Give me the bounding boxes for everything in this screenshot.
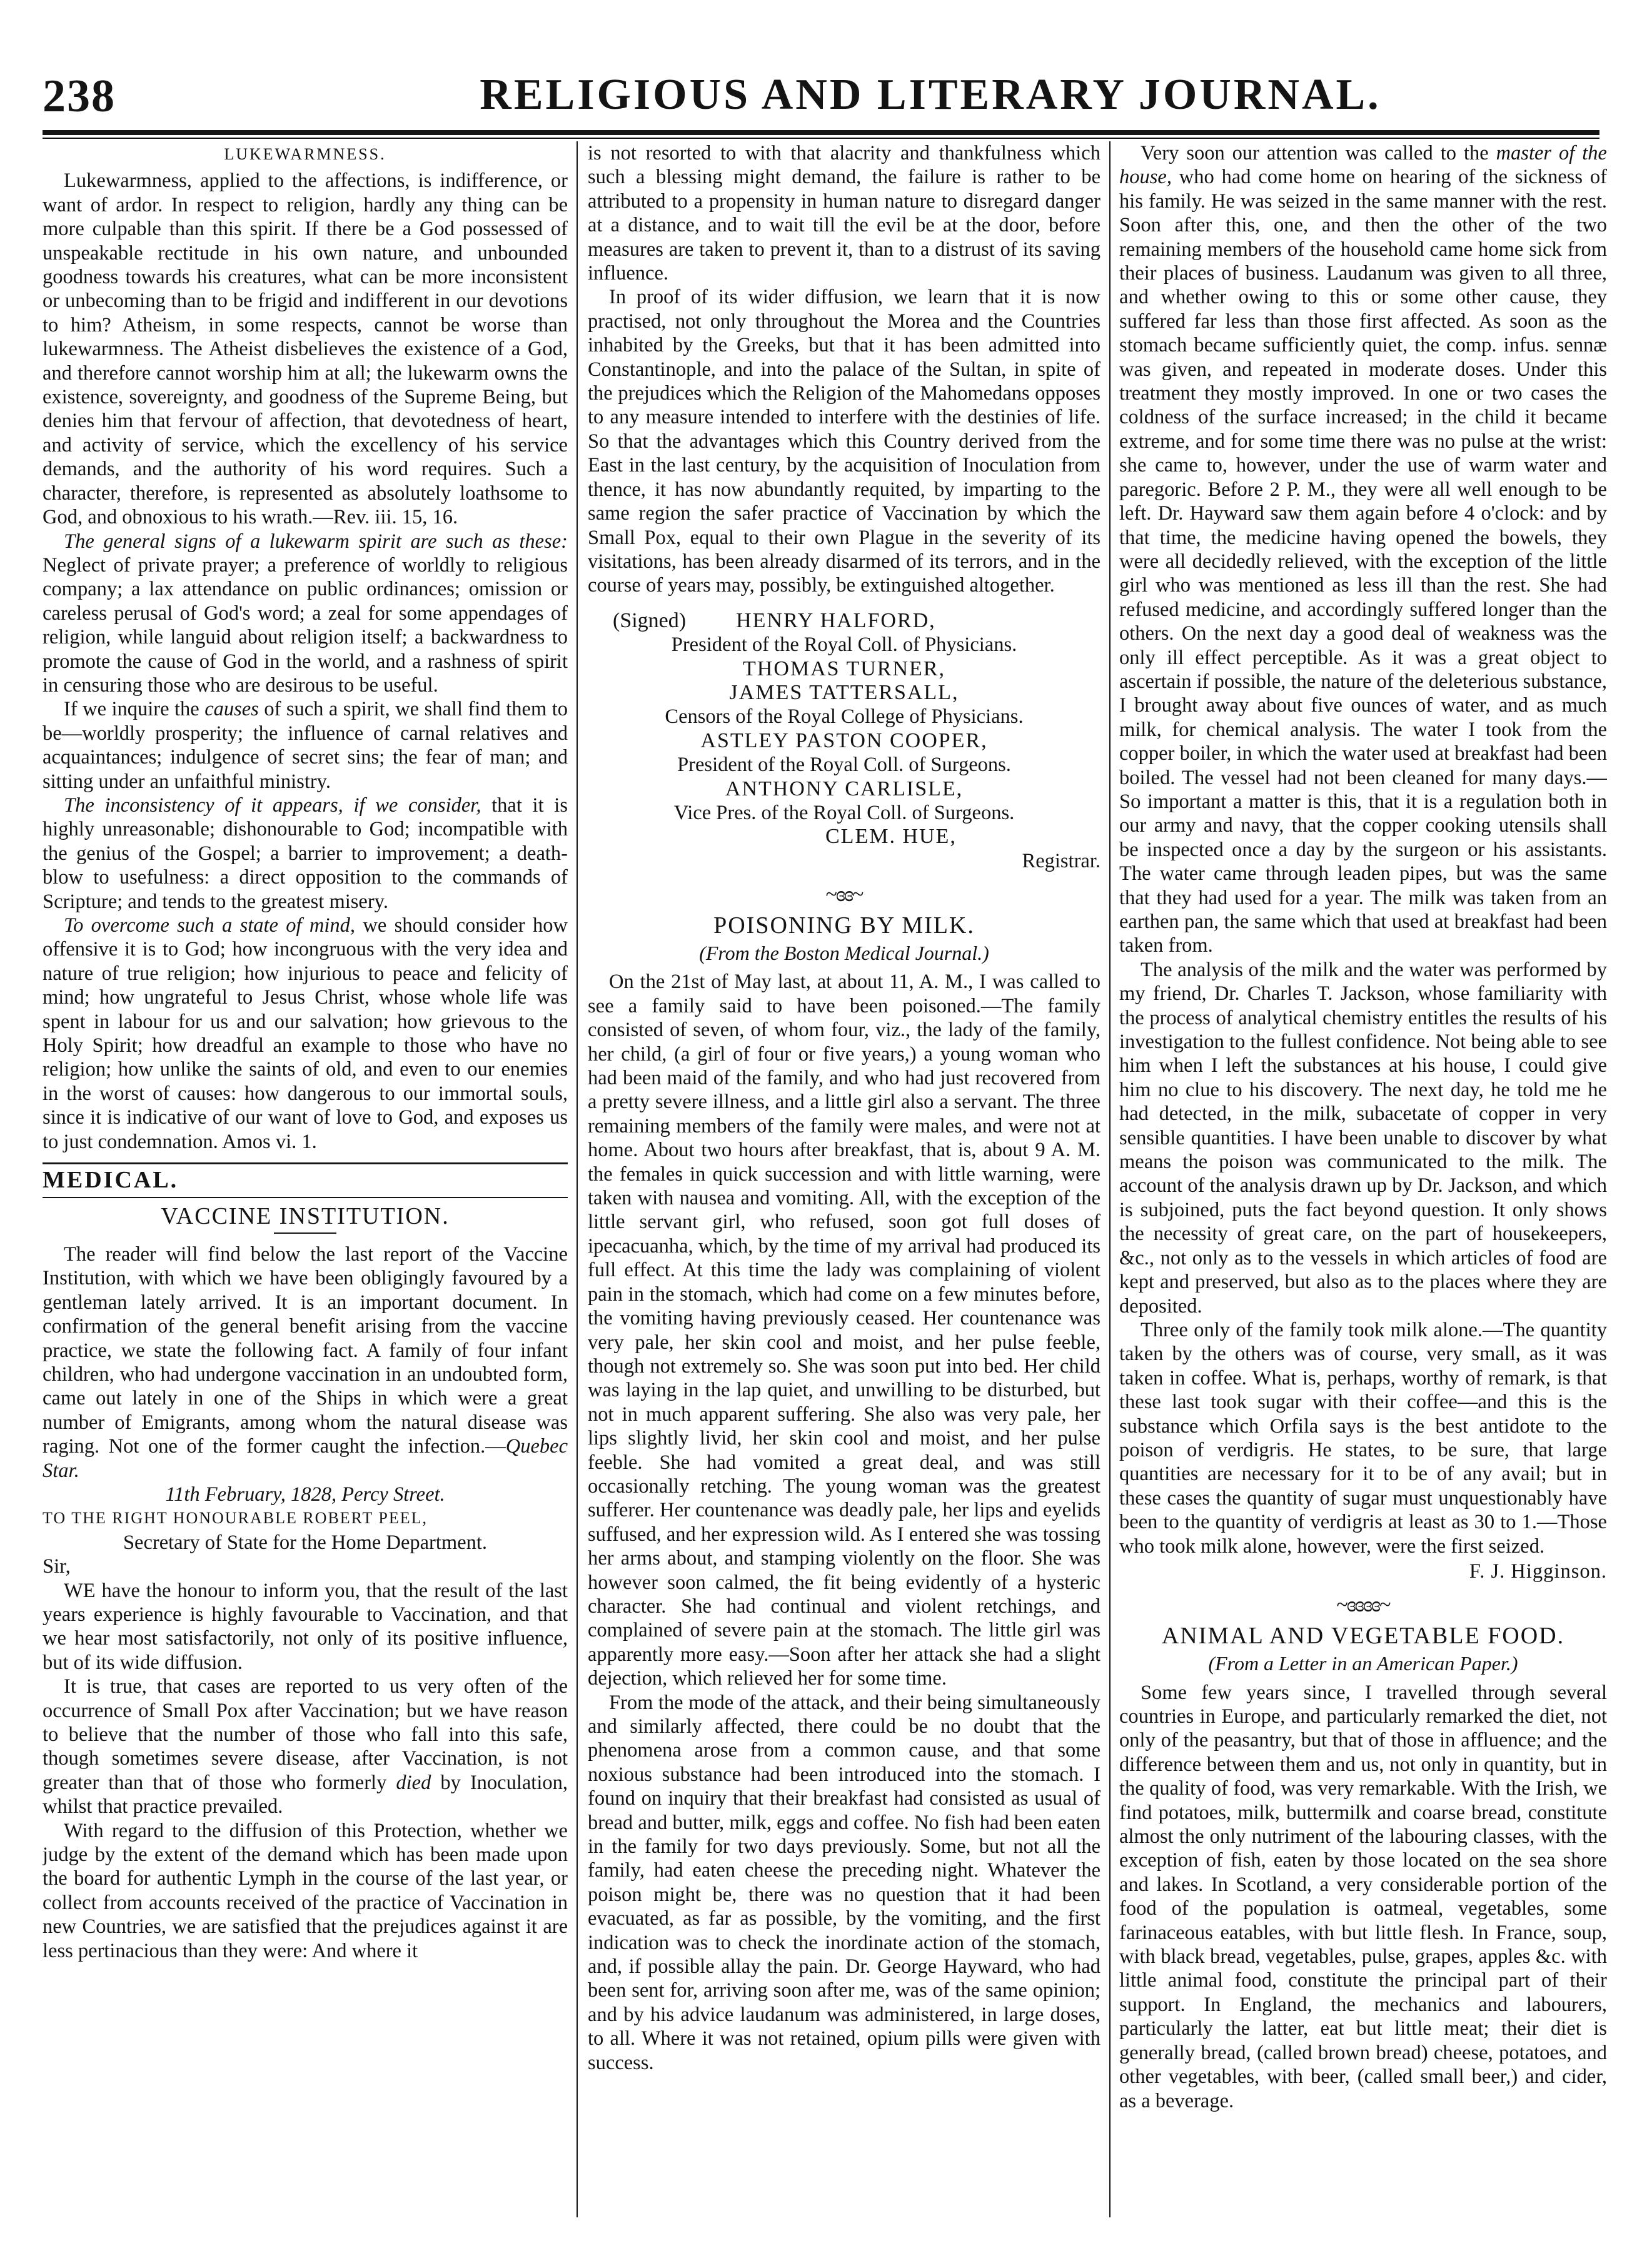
vaccine-proof-paragraph: In proof of its wider diffusion, we learn that it is now practised, not only throughout the Morea and the Countries inhabited by the Greeks, but that it has been admitted into Constantinople, and into the palace of the Sultan, in spite of the prejudices which the Religion of the Mahomedans opposes to any measure intended to interfere with the destinies of life. So that the advantages which this Country derived from the East in the last century, by the acquisition of Inoculation from thence, it has now abundantly requited, by imparting to the same region the safer practice of Vaccination by which the Small Pox, equal to their own Plague in the severity of its visitations, has been already disarmed of its terrors, and in the course of years may, possibly, be extinguished altogether. [588, 286, 1100, 597]
running-title: RELIGIOUS AND LITERARY JOURNAL. [480, 71, 1381, 119]
inconsistency-text: that it is highly unreasonable; dishonourable to God; incompatible with the genius of the Gospel; a barrier to improvement; a death-blow to usefulness: a direct opposition to the commands of Scripture; and tends to the greatest misery. [43, 794, 568, 913]
lukewarmness-paragraph-3 [43, 697, 568, 794]
page-header [43, 63, 1599, 138]
vaccine-addressee: TO THE RIGHT HONOURABLE ROBERT PEEL, [43, 1509, 428, 1528]
header-rule-thin [43, 138, 1599, 139]
column-2 [588, 141, 1100, 2217]
signature-2-3-role: Censors of the Royal College of Physicians. [665, 705, 1024, 728]
col3-p1-em: master of the house, [1119, 142, 1607, 189]
signed-label: (Signed) [613, 608, 687, 632]
poison-subtitle: (From the Boston Medical Journal.) [699, 942, 989, 964]
signature-4-name [588, 729, 1100, 753]
vaccine-p3-a: It is true, that cases are reported to us very often of the occurrence of Small Pox after Vaccination; but we have reason to believe that the number of those who fall into this safe, though sometimes severe disease, after Vaccination, is not greater than that of those who formerly [43, 1675, 568, 1794]
signature-3-name-text: JAMES TATTERSALL, [729, 680, 959, 704]
header-rule-thick [43, 130, 1599, 135]
vaccine-date [43, 1483, 568, 1506]
vaccine-paragraph-1 [43, 1242, 568, 1483]
poison-author: F. J. Higginson. [1469, 1560, 1607, 1583]
food-title: ANIMAL AND VEGETABLE FOOD. [1161, 1622, 1565, 1649]
poison-paragraph-3 [1119, 141, 1607, 958]
column-divider-2 [1109, 141, 1111, 2217]
vaccine-intro: The reader will find below the last report of the Vaccine Institution, with which we have been obligingly favoured by a gentleman lately arrived. It is an important document. In confirmation of the general benefit arising from the vaccine practice, we state the following fact. A family of four infant children, who had undergone vaccination in an undoubted form, came out lately in one of the Ships in which were a great number of Emigrants, among whom the natural disease was raging. Not one of the former caught the infection.— [43, 1242, 568, 1458]
inconsistency-lead: The inconsistency of it appears, if we consider, [64, 794, 481, 817]
medical-heading: MEDICAL. [43, 1167, 179, 1194]
vaccine-title-rule [274, 1232, 336, 1234]
lukewarmness-paragraph-5 [43, 914, 568, 1154]
overcome-lead: To overcome such a state of mind, [64, 914, 356, 937]
food-subtitle: (From a Letter in an American Paper.) [1208, 1652, 1518, 1675]
column-3 [1119, 141, 1607, 2217]
vaccine-paragraph-2: WE have the honour to inform you, that the result of the last years experience is highly favourable to Vaccination, and that we hear most satisfactorily, not only of its positive influence, but of its wide diffusion. [43, 1579, 568, 1674]
signature-3-name [588, 681, 1100, 705]
signature-4-role: President of the Royal Coll. of Surgeons. [677, 753, 1011, 777]
lukewarmness-title: LUKEWARMNESS. [224, 145, 386, 163]
lukewarmness-paragraph-4 [43, 794, 568, 914]
signatures-block [588, 609, 1100, 873]
signature-1-role: President of the Royal Coll. of Physicians. [671, 633, 1017, 657]
poison-paragraph-5: Three only of the family took milk alone.—The quantity taken by the others was of course, very small, as it was taken in coffee. What is, perhaps, worthy of remark, is that these last took sugar with their coffee—and this is the substance which Orfila says is the best antidote to the poison of verdigris. He states, to be sure, that large quantities are necessary for it to be of any avail; but in these cases the quantity of sugar must unquestionably have been to the quantity of verdigris at least as 30 to 1.—Those who took milk alone, however, were the first seized. [1119, 1318, 1607, 1558]
lukewarmness-paragraph-1: Lukewarmness, applied to the affections, is indifference, or want of ardor. In respect to religion, hardly any thing can be more culpable than this spirit. If there be a God possessed of unspeakable rectitude in his own nature, and unbounded goodness towards his creatures, what can be more inconsistent or unbecoming than to be frigid and indifferent in our devotions to him? Atheism, in some respects, cannot be worse than lukewarmness. The Atheist disbelieves the existence of a God, and therefore cannot worship him at all; the lukewarm owns the existence, sovereignty, and goodness of the Supreme Being, but denies him that fervour of affection, that devotedness of heart, and activity of service, which the excellency of his service demands, and the authority of his word requires. Such a character, therefore, is represented as absolutely loathsome to God, and obnoxious to his wrath.—Rev. iii. 15, 16. [43, 169, 568, 529]
poison-paragraph-4: The analysis of the milk and the water was performed by my friend, Dr. Charles T. Jackson, whose familiarity with the process of analytical chemistry entitles the results of his investigation to the fullest confidence. Not being able to see him when I left the substances at his house, I could give him no clue to his discovery. The next day, he told me he had detected, in the milk, subacetate of copper in very sensible quantities. I have been unable to discover by what means the poison was communicated to the milk. The account of the analysis drawn up by Dr. Jackson, and which is subjoined, puts the fact beyond question. It only shows the necessity of great care, on the part of housekeepers, &c., not only as to the vessels in which articles of food are kept and preserved, but also as to the places where they are deposited. [1119, 958, 1607, 1318]
vaccine-title: VACCINE INSTITUTION. [161, 1203, 450, 1230]
signature-2-name [588, 657, 1100, 681]
vaccine-salutation: Sir, [43, 1555, 71, 1578]
causes-word: causes [204, 698, 259, 721]
vaccine-source: Quebec Star. [43, 1435, 568, 1482]
vaccine-paragraph-4: With regard to the diffusion of this Protection, whether we judge by the extent of the demand which has been made upon the board for authentic Lymph in the course of the last year, or collect from accounts received of the practice of Vaccination in new Countries, we are satisfied that the prejudices against it are less pertinacious than they were: And where it [43, 1819, 568, 1962]
vaccine-p3-em: died [396, 1771, 431, 1794]
vaccine-p3-b: by Inoculation, whilst that practice prevailed. [43, 1771, 568, 1818]
poison-signoff [1119, 1560, 1607, 1583]
causes-text: of such a spirit, we shall find them to be—worldly prosperity; the influence of carnal relatives and acquaintances; indulgence of secret sins; the fear of man; and sitting under an unfaithful ministry. [43, 698, 568, 793]
signature-6-name-text: CLEM. HUE, [825, 825, 957, 849]
medical-rule-top [43, 1162, 568, 1164]
lukewarmness-paragraph-2 [43, 530, 568, 698]
signature-2-name-text: THOMAS TURNER, [743, 657, 945, 680]
signature-5-name [588, 777, 1100, 801]
signature-1-name: HENRY HALFORD, [736, 608, 936, 632]
signature-4-name-text: ASTLEY PASTON COOPER, [700, 728, 988, 752]
medical-rule-bottom [43, 1197, 568, 1198]
vaccine-paragraph-3 [43, 1675, 568, 1818]
column-1 [43, 141, 568, 2217]
overcome-text: we should consider how offensive it is to God; how incongruous with the very idea and nature of true religion; how injurious to peace and felicity of mind; how ungrateful to Jesus Christ, whose whole life was spent in labour for us and our salvation; how grievous to the Holy Spirit; how dreadful an example to those who have no religion; how unlike the saints of old, and even to our enemies in the worst of causes: how dangerous to our immortal souls, since it is indicative of our want of love to God, and exposes us to just condemnation. Amos vi. 1. [43, 914, 568, 1153]
vaccine-date-text: 11th February, 1828, Percy Street. [165, 1483, 445, 1506]
poison-ornament: ~ɞɞ~ [825, 883, 863, 907]
signature-6-role: Registrar. [1022, 849, 1100, 872]
poison-paragraph-2: From the mode of the attack, and their being simultaneously and similarly affected, there could be no doubt that the phenomena arose from a common cause, and that some noxious substance had been introduced into the stomach. I found on inquiry that their breakfast had consisted as usual of bread and butter, milk, eggs and coffee. No fish had been eaten in the family for two days previously. Some, but not all the family, had eaten cheese the preceding night. Whatever the poison might be, there was no question that it had been evacuated, as far as possible, by the vomiting, and the first indication was to check the inordinate action of the stomach, and, if possible allay the pain. Dr. George Hayward, who had been sent for, arriving soon after me, was of the same opinion; and by his advice laudanum was administered, in large doses, to all. Where it was not retained, opium pills were given with success. [588, 1691, 1100, 2074]
col3-p1-a: Very soon our attention was called to the [1141, 142, 1496, 164]
poison-title: POISONING BY MILK. [713, 912, 975, 939]
vaccine-addressee-role: Secretary of State for the Home Department. [123, 1531, 488, 1554]
signature-5-role: Vice Pres. of the Royal Coll. of Surgeons. [673, 801, 1015, 824]
col3-p1-b: who had come home on hearing of the sickness of his family. He was seized in the same manner with the rest. Soon after this, one, and then the other of the two remaining members of the household came home sick from their places of business. Laudanum was given to all three, and whether owing to this or some other cause, they suffered far less than those first affected. As soon as the stomach became sufficiently quiet, the comp. infus. sennæ was given, and repeated in moderate doses. Under this treatment they mostly improved. In one or two cases the coldness of the surface increased; in the child it became extreme, and for some time there was no pulse at the wrist: she came to, however, under the use of warm water and paregoric. Before 2 P. M., they were all well enough to be left. Dr. Hayward saw them again before 4 o'clock: and by that time, the medicine having opened the bowels, they were all decidedly relieved, with the exception of the little girl who was mentioned as less ill than the rest. She had refused medicine, and accordingly suffered longer than the others. On the next day a good deal of weakness was the only ill effect perceptible. As it was a great object to ascertain if possible, the nature of the deleterious substance, I brought away about five ounces of water, and as much milk, for chemical analysis. The water I took from the copper boiler, in which the water used at breakfast had been boiled. The vessel had not been cleaned for many days.—So important a matter is this, that it is a regulation both in our army and navy, that the copper cooking utensils shall be inspected once a day by the surgeon or his assistants. The water came through leaden pipes, but was the same that they had used for a year. The milk was taken from an earthen pan, the same which that used at breakfast had been taken from. [1119, 166, 1607, 957]
food-paragraph-1: Some few years since, I travelled through several countries in Europe, and particularly remarked the diet, not only of the peasantry, but that of those in affluence; and the difference between them and us, not only in quantity, but in the quality of food, was very remarkable. With the Irish, we find potatoes, milk, buttermilk and coarse bread, constitute almost the only nutriment of the labouring classes, with the exception of fish, eaten by those located on the sea shore and lakes. In Scotland, a very considerable portion of the food of the population is oatmeal, vegetables, some farinaceous eatables, with but little flesh. In France, soup, with black bread, vegetables, pulse, grapes, apples &c. with little animal food, constitute the principal part of their support. In England, the mechanics and labourers, particularly the latter, eat but little meat; their diet is generally bread, (called brown bread) cheese, potatoes, and other vegetables, with beer, (called small beer,) and cider, as a beverage. [1119, 1681, 1607, 2112]
page-number: 238 [43, 71, 116, 122]
poison-paragraph-1: On the 21st of May last, at about 11, A. M., I was called to see a family said to have been poisoned.—The family consisted of seven, of whom four, viz., the lady of the family, her child, (a girl of four or five years,) a young woman who had been maid of the family, and who had just recovered from a pretty severe illness, and a little girl also a servant. The three remaining members of the family were males, and were not at home. About two hours after breakfast, that is, about 9 A. M. the females in quick succession and with little warning, were taken with nausea and vomiting. All, with the exception of the little servant girl, who refused, soon got full doses of ipecacuanha, which, by the time of my arrival had produced its full effect. At this time the lady was complaining of violent pain in the stomach, which had come on a few minutes before, the vomiting having previously ceased. Her countenance was very pale, her skin cool and moist, and her pulse feeble, though not extremely so. She was soon put into bed. Her child was laying in the lap quiet, and unwilling to be disturbed, but not in much apparent suffering. She also was very pale, her lips slightly livid, her skin cool and moist, and her pulse feeble. She had vomited a great deal, and was still occasionally retching. The young woman was the greatest sufferer. Her countenance was deadly pale, her lips and eyelids suffused, and her expression wild. As I entered she was tossing her arms about, and stamping violently on the floor. She was however soon calmed, the fit being evidently of a hysteric character. She had continual and violent retchings, and complained of severe pain at the stomach. The little girl was apparently more easy.—Soon after her attack she had a slight dejection, which relieved her for some time. [588, 970, 1100, 1690]
signs-text: Neglect of private prayer; a preference of worldly to religious company; a lax attendance on public ordinances; omission or careless perusal of God's word; a zeal for some appendages of religion, while languid about religion itself; a backwardness to promote the cause of God in the world, and a rashness of spirit in censuring those who are desirous to be useful. [43, 553, 568, 697]
food-ornament: ~ɞɞɞɞ~ [1336, 1593, 1390, 1617]
causes-lead: If we inquire the [64, 698, 205, 721]
signature-1 [588, 609, 1100, 633]
signs-lead: The general signs of a lukewarm spirit are such as these: [64, 530, 568, 553]
signature-5-name-text: ANTHONY CARLISLE, [725, 777, 964, 800]
vaccine-continued: is not resorted to with that alacrity and thankfulness which such a blessing might demand, the failure is rather to be attributed to a propensity in human nature to disregard danger at a distance, and to wait till the evil be at the door, before measures are taken to prevent it, than to a distrust of its saving influence. [588, 142, 1100, 285]
column-divider-1 [577, 141, 578, 2217]
signature-6-name [588, 825, 1100, 849]
